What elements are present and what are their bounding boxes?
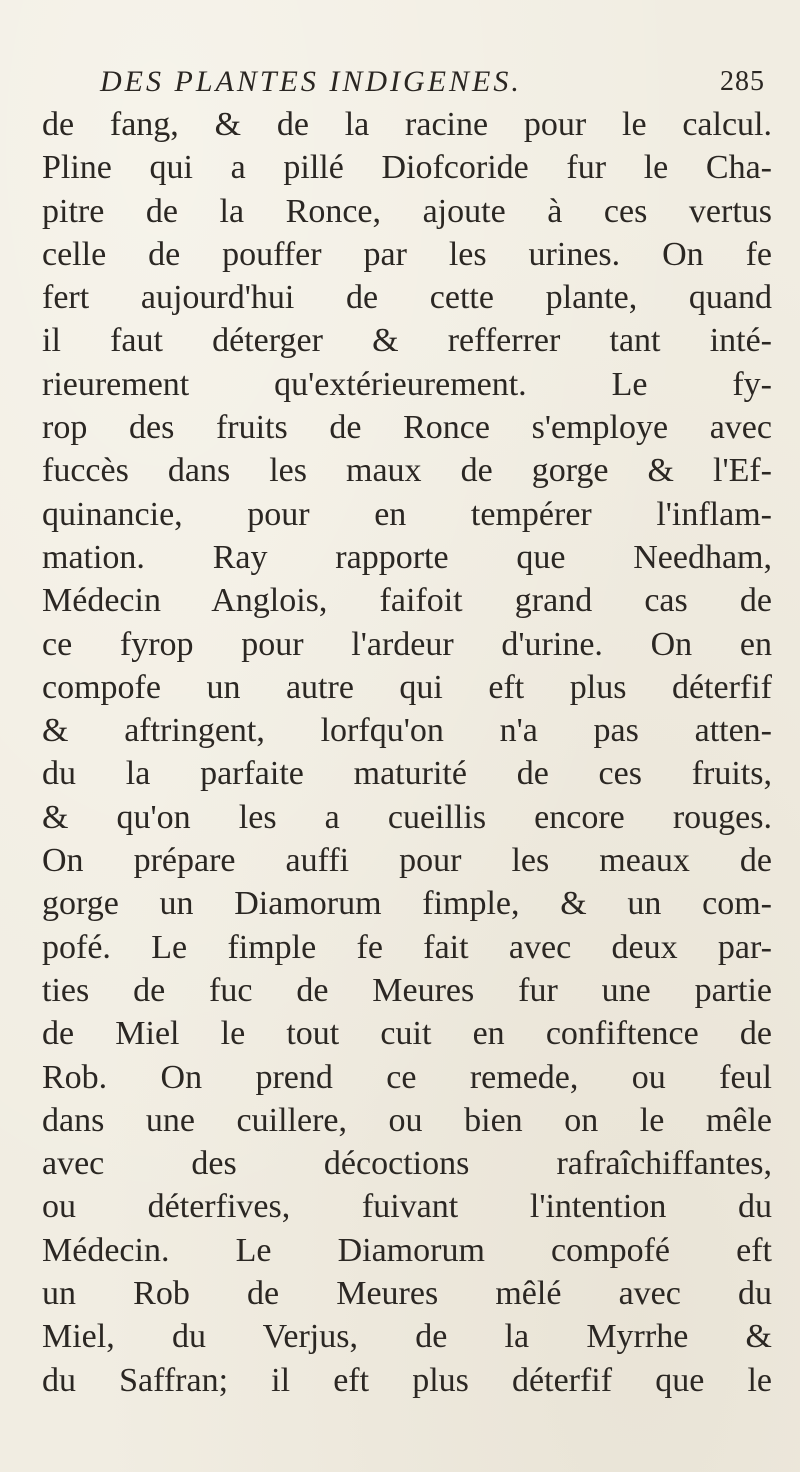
- text-line: fuccès dans les maux de gorge & l'Ef-: [42, 452, 772, 490]
- text-line: rop des fruits de Ronce s'employe avec: [42, 409, 772, 447]
- running-head: [100, 62, 765, 102]
- text-line: fert aujourd'hui de cette plante, quand: [42, 279, 772, 317]
- text-line: On prépare auffi pour les meaux de: [42, 842, 772, 880]
- text-line: du la parfaite maturité de ces fruits,: [42, 755, 772, 793]
- text-line: ce fyrop pour l'ardeur d'urine. On en: [42, 625, 772, 663]
- text-line: quinancie, pour en tempérer l'inflam-: [42, 495, 772, 533]
- text-line: du Saffran; il eft plus déterfif que le: [42, 1361, 772, 1399]
- text-line: un Rob de Meures mêlé avec du: [42, 1275, 772, 1313]
- text-line: ou déterfives, fuivant l'intention du: [42, 1188, 772, 1226]
- text-line: de Miel le tout cuit en confiftence de: [42, 1015, 772, 1053]
- text-line: gorge un Diamorum fimple, & un com-: [42, 885, 772, 923]
- text-line: dans une cuillere, ou bien on le mêle: [42, 1101, 772, 1139]
- text-line: de fang, & de la racine pour le calcul.: [42, 106, 772, 143]
- text-line: Médecin Anglois, faifoit grand cas de: [42, 582, 772, 620]
- text-line: rieurement qu'extérieurement. Le fy-: [42, 365, 772, 403]
- text-line: compofe un autre qui eft plus déterfif: [42, 668, 772, 706]
- text-line: celle de pouffer par les urines. On fe: [42, 235, 772, 273]
- text-line: avec des décoctions rafraîchiffantes,: [42, 1145, 772, 1183]
- text-line: & aftringent, lorfqu'on n'a pas atten-: [42, 712, 772, 750]
- text-line: pitre de la Ronce, ajoute à ces vertus: [42, 192, 772, 230]
- page-number: 285: [720, 66, 765, 97]
- running-title: DES PLANTES INDIGENES.: [100, 65, 522, 98]
- body-text: [42, 103, 772, 1402]
- text-line: il faut déterger & refferrer tant inté-: [42, 322, 772, 360]
- text-line: Rob. On prend ce remede, ou feul: [42, 1058, 772, 1096]
- text-line: & qu'on les a cueillis encore rouges.: [42, 798, 772, 836]
- text-line: Médecin. Le Diamorum compofé eft: [42, 1231, 772, 1269]
- text-line: pofé. Le fimple fe fait avec deux par-: [42, 928, 772, 966]
- text-line: mation. Ray rapporte que Needham,: [42, 538, 772, 576]
- text-line: Pline qui a pillé Diofcoride fur le Cha-: [42, 149, 772, 187]
- text-line: Miel, du Verjus, de la Myrrhe &: [42, 1318, 772, 1356]
- text-line: ties de fuc de Meures fur une partie: [42, 971, 772, 1009]
